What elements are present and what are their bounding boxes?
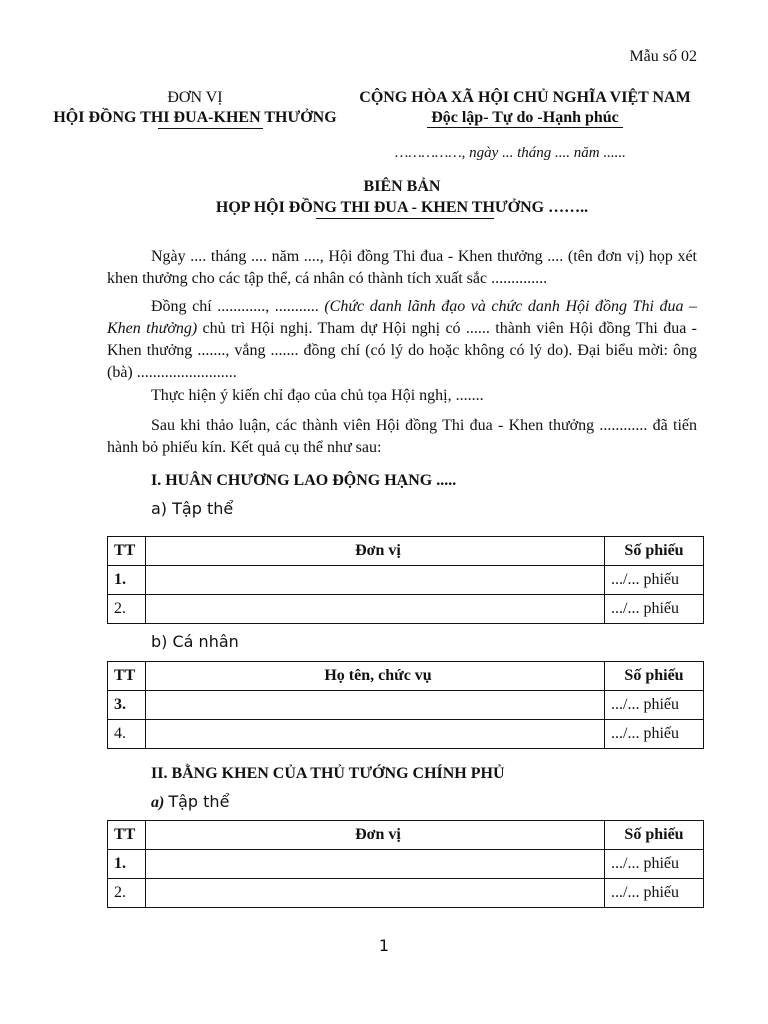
document-title: BIÊN BẢN (363, 178, 441, 195)
votes-cell: .../... phiếu (605, 850, 704, 879)
header-cell-unit: Đơn vị (146, 537, 605, 566)
council-underline (158, 128, 263, 129)
table-header-row (108, 662, 704, 691)
section-1-individual-table (107, 661, 704, 749)
section-1-subheading-a: a) Tập thể (151, 499, 234, 518)
row-number-cell: 2. (108, 595, 146, 624)
section-2-subheading-a (151, 792, 551, 812)
header-cell-votes: Số phiếu (605, 821, 704, 850)
header-cell-tt: TT (108, 662, 146, 691)
votes-cell: .../... phiếu (605, 595, 704, 624)
motto-underline (427, 127, 623, 128)
votes-cell: .../... phiếu (605, 566, 704, 595)
meeting-title: HỌP HỘI ĐỒNG THI ĐUA - KHEN THƯỞNG …….. (215, 199, 589, 216)
table-row (108, 691, 704, 720)
national-motto: Độc lập- Tự do -Hạnh phúc (431, 109, 619, 126)
votes-cell: .../... phiếu (605, 879, 704, 908)
subheading-letter: a) (151, 794, 165, 811)
row-number-cell: 1. (108, 850, 146, 879)
header-cell-votes: Số phiếu (605, 537, 704, 566)
table-row (108, 595, 704, 624)
unit-label: ĐƠN VỊ (167, 89, 223, 106)
table-row (108, 879, 704, 908)
header-cell-unit: Đơn vị (146, 821, 605, 850)
section-2-heading: II. BẰNG KHEN CỦA THỦ TƯỚNG CHÍNH PHỦ (151, 765, 505, 782)
title-underline (316, 218, 494, 219)
header-cell-tt: TT (108, 821, 146, 850)
name-cell (146, 720, 605, 749)
table-row (108, 720, 704, 749)
paragraph-chair-title: (Chức danh lãnh đạo và chức danh Hội đồng Thi đua – Khen thưởng) (107, 298, 697, 337)
name-cell (146, 691, 605, 720)
section-1-heading: I. HUÂN CHƯƠNG LAO ĐỘNG HẠNG ..... (151, 472, 457, 489)
paragraph-meeting-date: Ngày .... tháng .... năm ...., Hội đồng Thi đua - Khen thưởng .... (tên đơn vị) họp xét khen thưởng cho các tập thể, cá nhân có thành tích xuất sắc .............. (107, 248, 697, 287)
table-header-row (108, 537, 704, 566)
paragraph-directive: Thực hiện ý kiến chỉ đạo của chủ tọa Hội nghị, ....... (151, 387, 484, 404)
form-code: Mẫu số 02 (629, 48, 697, 65)
paragraph-voting: Sau khi thảo luận, các thành viên Hội đồng Thi đua - Khen thưởng ............ đã tiến hành bỏ phiếu kín. Kết quả cụ thể như sau: (107, 417, 697, 456)
row-number-cell: 4. (108, 720, 146, 749)
council-name: HỘI ĐỒNG THI ĐUA-KHEN THƯỞNG (53, 109, 337, 126)
table-header-row (108, 821, 704, 850)
paragraph-chair-end: chủ trì Hội nghị. Tham dự Hội nghị có ...... thành viên Hội đồng Thi đua - Khen thưởng ......., vắng ....... đồng chí (có lý do hoặc không có lý do). Đại biểu mời: ông (bà) ......................... (107, 320, 698, 381)
unit-cell (146, 850, 605, 879)
row-number-cell: 3. (108, 691, 146, 720)
nation-name: CỘNG HÒA XÃ HỘI CHỦ NGHĨA VIỆT NAM (359, 89, 691, 106)
section-2-collective-table (107, 820, 704, 908)
section-1-collective-table (107, 536, 704, 624)
header-cell-name: Họ tên, chức vụ (146, 662, 605, 691)
page-number: 1 (378, 936, 390, 955)
table-row (108, 566, 704, 595)
row-number-cell: 1. (108, 566, 146, 595)
row-number-cell: 2. (108, 879, 146, 908)
unit-cell (146, 566, 605, 595)
header-cell-votes: Số phiếu (605, 662, 704, 691)
header-cell-tt: TT (108, 537, 146, 566)
paragraph-chair (107, 296, 697, 384)
date-line: ……………, ngày ... tháng .... năm ...... (395, 145, 626, 161)
votes-cell: .../... phiếu (605, 691, 704, 720)
table-row (108, 850, 704, 879)
subheading-text: Tập thể (168, 792, 230, 811)
votes-cell: .../... phiếu (605, 720, 704, 749)
unit-cell (146, 595, 605, 624)
section-1-subheading-b: b) Cá nhân (151, 632, 239, 651)
unit-cell (146, 879, 605, 908)
paragraph-chair-start: Đồng chí ............, ........... (151, 298, 325, 315)
